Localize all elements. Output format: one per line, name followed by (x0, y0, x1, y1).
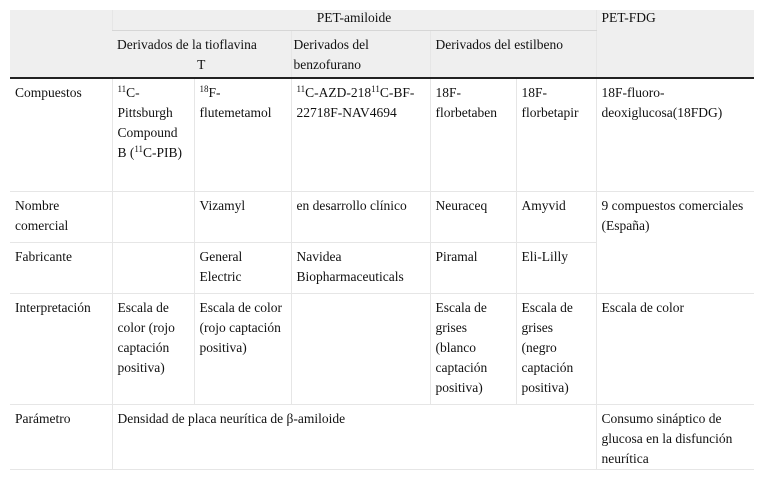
cell-interp-florbetapir: Escala de grises (negro captación positiva) (516, 293, 596, 404)
cell-compuestos-florbetapir: 18F-florbetapir (516, 78, 596, 191)
header-pet-amiloide: PET-amiloide (112, 10, 596, 30)
pet-comparison-table (10, 10, 754, 470)
cell-fabricante-empty (112, 242, 194, 293)
row-nombre-comercial (10, 191, 754, 242)
compound-text: C-AZD-218 (305, 85, 372, 100)
header-row-groups (10, 10, 754, 30)
cell-fabricante-ge: General Electric (194, 242, 291, 293)
cell-interp-flutemetamol: Escala de color (rojo captación positiva) (194, 293, 291, 404)
cell-compuestos-florbetaben: 18F-florbetaben (430, 78, 516, 191)
row-interpretacion (10, 293, 754, 404)
cell-nombre-neuraceq: Neuraceq (430, 191, 516, 242)
superscript: 18 (199, 84, 209, 94)
header-pet-fdg: PET-FDG (596, 10, 754, 78)
header-empty-cell (10, 10, 112, 78)
cell-interp-empty (291, 293, 430, 404)
row-label-fabricante: Fabricante (10, 242, 112, 293)
compound-text: C-Pittsburgh Compound B ( (117, 85, 178, 160)
cell-parametro-fdg: Consumo sináptico de glucosa en la disfunción neurítica (596, 404, 754, 469)
comparison-table-container (10, 10, 754, 467)
cell-nombre-vizamyl: Vizamyl (194, 191, 291, 242)
row-label-nombre: Nombre comercial (10, 191, 112, 242)
cell-interp-florbetaben: Escala de grises (blanco captación positiva) (430, 293, 516, 404)
cell-fabricante-navidea: Navidea Biopharmaceuticals (291, 242, 430, 293)
header-estilbeno: Derivados del estilbeno (430, 30, 596, 78)
superscript: 11 (371, 84, 380, 94)
row-label-interpretacion: Interpretación (10, 293, 112, 404)
header-benzofurano (291, 30, 430, 78)
table-header (10, 10, 754, 78)
row-label-compuestos: Compuestos (10, 78, 112, 191)
cell-interp-pib: Escala de color (rojo captación positiva) (112, 293, 194, 404)
row-compuestos (10, 78, 754, 191)
cell-fdg-comerciales: 9 compuestos comerciales (España) (596, 191, 754, 293)
cell-compuestos-flutemetamol (194, 78, 291, 191)
header-tioflavina (112, 30, 291, 78)
row-label-parametro: Parámetro (10, 404, 112, 469)
row-parametro (10, 404, 754, 469)
header-tioflavina-line2: T (197, 56, 206, 72)
cell-nombre-amyvid: Amyvid (516, 191, 596, 242)
header-tioflavina-line1: Derivados de la tioflavina (117, 36, 257, 52)
superscript: 11 (296, 84, 306, 94)
cell-parametro-amiloide: Densidad de placa neurítica de β-amiloide (112, 404, 596, 469)
superscript: 11 (117, 84, 127, 94)
cell-compuestos-azd (291, 78, 430, 191)
cell-compuestos-fdg: 18F-fluoro-deoxiglucosa(18FDG) (596, 78, 754, 191)
table-body (10, 78, 754, 469)
header-benzofurano-line1: Derivados del (293, 36, 369, 52)
compound-text: C-BF-22718F-NAV4694 (296, 85, 415, 120)
cell-compuestos-pib (112, 78, 194, 191)
cell-interp-fdg: Escala de color (596, 293, 754, 404)
compound-text: C-PIB) (143, 145, 183, 160)
cell-fabricante-piramal: Piramal (430, 242, 516, 293)
header-benzofurano-line2: benzofurano (293, 56, 361, 72)
compound-text: F-flutemetamol (199, 85, 272, 120)
superscript: 11 (134, 144, 144, 154)
cell-nombre-desarrollo: en desarrollo clínico (291, 191, 430, 242)
cell-nombre-empty (112, 191, 194, 242)
cell-fabricante-lilly: Eli-Lilly (516, 242, 596, 293)
